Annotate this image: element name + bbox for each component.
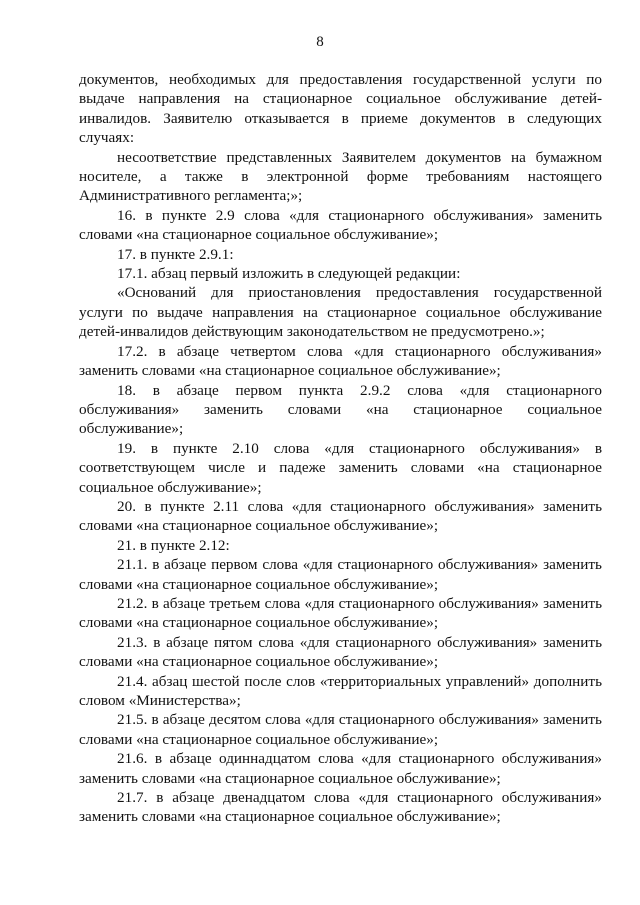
paragraph: 21.2. в абзаце третьем слова «для стационарного обслуживания» заменить словами «на стационарное социальное обслуживание»; [79, 594, 602, 632]
paragraph: 17.1. абзац первый изложить в следующей редакции: [117, 265, 461, 283]
paragraph: 17.2. в абзаце четвертом слова «для стационарного обслуживания» заменить словами «на стационарное социальное обслуживание»; [79, 342, 602, 380]
paragraph: 21. в пункте 2.12: [117, 536, 230, 554]
page-number: 8 [316, 34, 324, 50]
paragraph: 21.5. в абзаце десятом слова «для стационарного обслуживания» заменить словами «на стационарное социальное обслуживание»; [79, 711, 602, 748]
paragraph: 16. в пункте 2.9 слова «для стационарного обслуживания» заменить словами «на стационарное социальное обслуживание»; [79, 206, 602, 244]
paragraph: 21.6. в абзаце одиннадцатом слова «для стационарного обслуживания» заменить словами «на стационарное социальное обслуживание»; [79, 750, 602, 787]
paragraph: 19. в пункте 2.10 слова «для стационарного обслуживания» в соответствующем числе и падеже заменить словами «на стационарное социальное обслуживание»; [79, 439, 602, 496]
paragraph: 21.7. в абзаце двенадцатом слова «для стационарного обслуживания» заменить словами «на стационарное социальное обслуживание»; [79, 789, 602, 826]
paragraph: несоответствие представленных Заявителем документов на бумажном носителе, а также в электронной форме требованиям настоящего Административного регламента;»; [79, 148, 602, 205]
paragraph: 18. в абзаце первом пункта 2.9.2 слова «для стационарного обслуживания» заменить словами «на стационарное социальное обслуживание»; [79, 381, 602, 438]
paragraph: 17. в пункте 2.9.1: [117, 245, 234, 263]
paragraph: «Оснований для приостановления предоставления государственной услуги по выдаче направления на стационарное социальное обслуживание детей-инвалидов действующим законодательством не предусмотрено.»; [79, 284, 602, 341]
paragraph: 21.1. в абзаце первом слова «для стационарного обслуживания» заменить словами «на стационарное социальное обслуживание»; [79, 556, 602, 593]
paragraph: 21.4. абзац шестой после слов «территориальных управлений» дополнить словом «Министерства»; [79, 672, 602, 709]
paragraph: 20. в пункте 2.11 слова «для стационарного обслуживания» заменить словами «на стационарное социальное обслуживание»; [79, 497, 602, 535]
paragraph: документов, необходимых для предоставления государственной услуги по выдаче направления на стационарное социальное обслуживание детей-инвалидов. Заявителю отказывается в приеме документов в следующих случаях: [79, 71, 602, 147]
paragraph: 21.3. в абзаце пятом слова «для стационарного обслуживания» заменить словами «на стационарное социальное обслуживание»; [79, 633, 602, 671]
document-body [79, 70, 602, 827]
